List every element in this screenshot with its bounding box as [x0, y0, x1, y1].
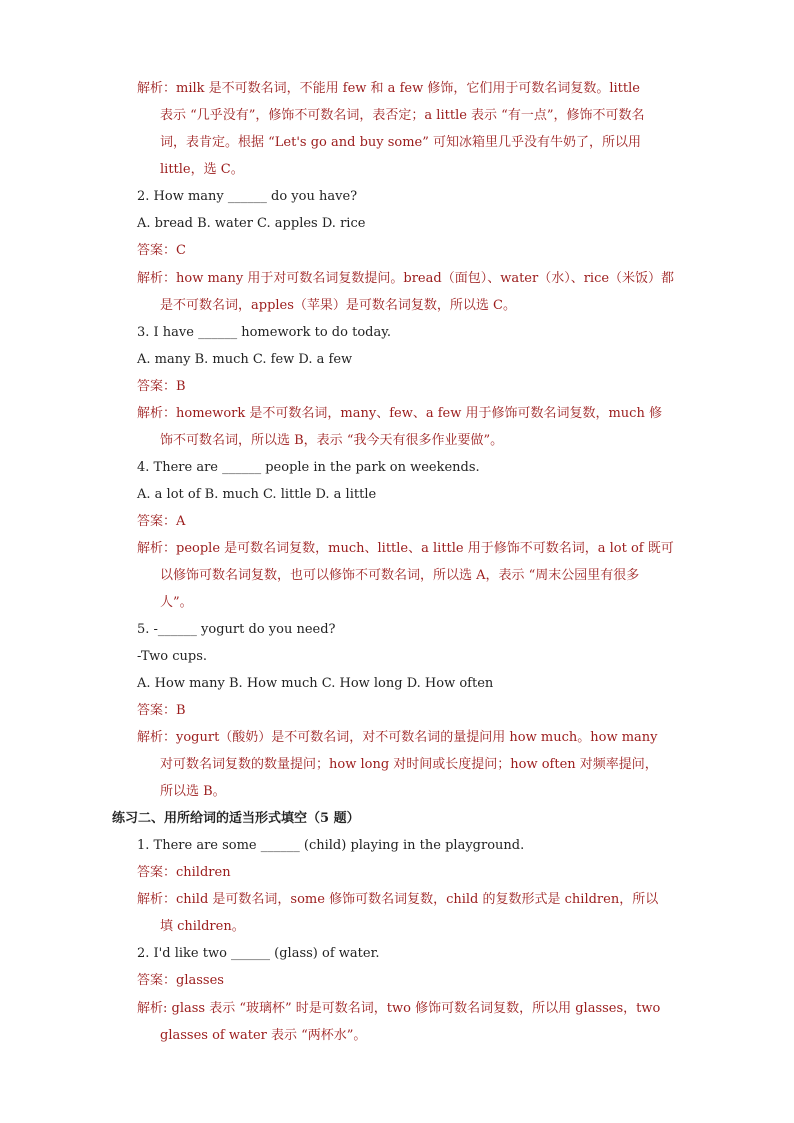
question-options: A. a lot of B. much C. little D. a little [137, 487, 377, 502]
section-heading: 练习二、用所给词的适当形式填空（5 题） [112, 811, 360, 826]
explanation-line: 解析：milk 是不可数名词，不能用 few 和 a few 修饰，它们用于可数名词复数。little [137, 81, 640, 96]
explanation-line: 解析: glass 表示 “玻璃杯” 时是可数名词，two 修饰可数名词复数，所以用 glasses，two [137, 1001, 661, 1016]
explanation-line: 饰不可数名词，所以选 B，表示 “我今天有很多作业要做”。 [160, 433, 504, 448]
answer-line: 答案：glasses [137, 973, 224, 988]
explanation-line: 表示 “几乎没有”，修饰不可数名词，表否定；a little 表示 “有一点”，修饰不可数名 [160, 108, 645, 123]
explanation-line: 是不可数名词，apples（苹果）是可数名词复数，所以选 C。 [160, 298, 516, 313]
answer-line: 答案：C [137, 243, 186, 258]
question-text: 3. I have ______ homework to do today. [137, 325, 391, 340]
explanation-line: 所以选 B。 [160, 784, 226, 799]
question-text: 2. How many ______ do you have? [137, 189, 358, 204]
explanation-line: 人”。 [160, 595, 193, 610]
explanation-line: 填 children。 [160, 919, 245, 934]
explanation-line: 解析：yogurt（酸奶）是不可数名词，对不可数名词的量提问用 how much。how many [137, 730, 658, 745]
explanation-line: little，选 C。 [160, 162, 244, 177]
answer-line: 答案：A [137, 514, 186, 529]
explanation-line: glasses of water 表示 “两杯水”。 [160, 1028, 367, 1043]
explanation-line: 解析：people 是可数名词复数，much、little、a little 用于修饰不可数名词，a lot of 既可 [137, 541, 674, 556]
explanation-line: 解析：child 是可数名词，some 修饰可数名词复数，child 的复数形式是 children，所以 [137, 892, 659, 907]
question-text: 2. I'd like two ______ (glass) of water. [137, 946, 380, 961]
question-text: -Two cups. [137, 649, 208, 664]
question-options: A. How many B. How much C. How long D. How often [137, 676, 494, 691]
explanation-line: 解析：homework 是不可数名词，many、few、a few 用于修饰可数名词复数，much 修 [137, 406, 662, 421]
explanation-line: 词，表肯定。根据 “Let's go and buy some” 可知冰箱里几乎没有牛奶了，所以用 [160, 135, 642, 150]
question-text: 4. There are ______ people in the park on weekends. [137, 460, 480, 475]
question-options: A. bread B. water C. apples D. rice [137, 216, 366, 231]
explanation-line: 对可数名词复数的数量提问；how long 对时间或长度提问；how often 对频率提问， [160, 757, 658, 772]
question-text: 1. There are some ______ (child) playing in the playground. [137, 838, 525, 853]
explanation-line: 以修饰可数名词复数，也可以修饰不可数名词，所以选 A，表示 “周末公园里有很多 [160, 568, 640, 583]
question-text: 5. -______ yogurt do you need? [137, 622, 336, 637]
answer-line: 答案：B [137, 379, 186, 394]
explanation-line: 解析：how many 用于对可数名词复数提问。bread（面包）、water（水）、rice（米饭）都 [137, 271, 675, 286]
answer-line: 答案：B [137, 703, 186, 718]
answer-line: 答案：children [137, 865, 231, 880]
question-options: A. many B. much C. few D. a few [137, 352, 353, 367]
